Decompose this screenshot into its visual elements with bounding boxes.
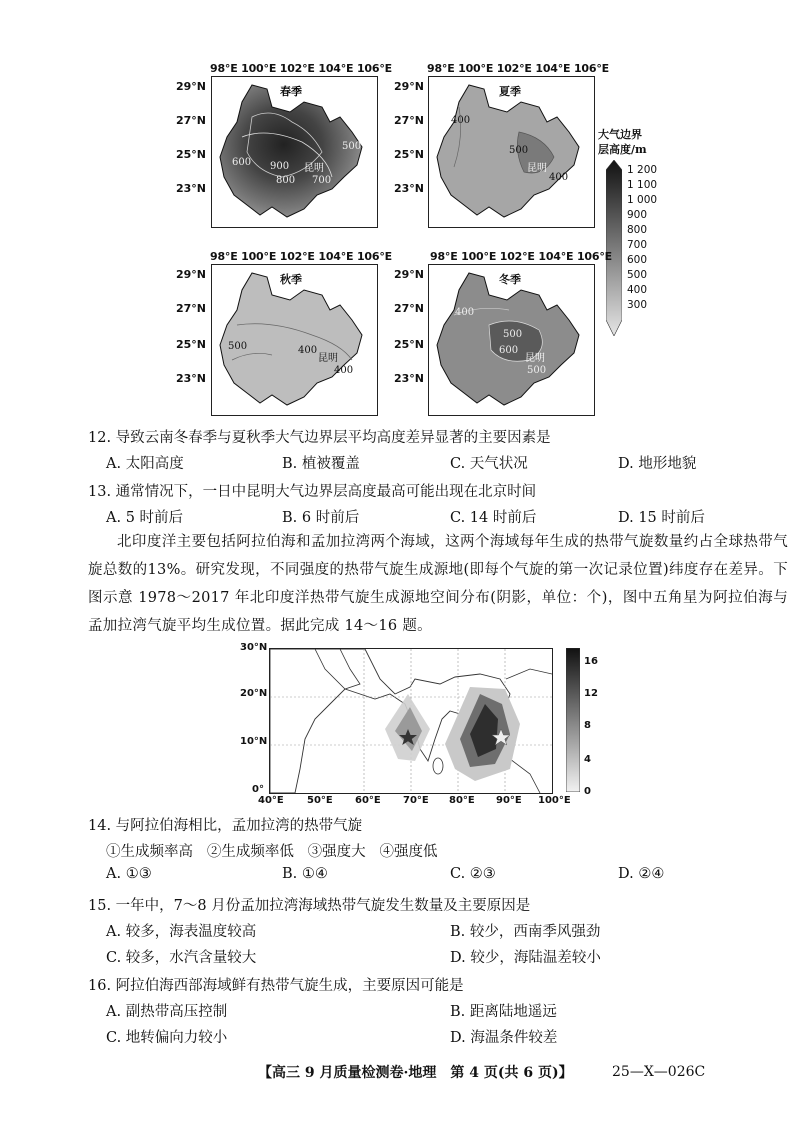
- q12-option-b: B. 植被覆盖: [282, 456, 360, 472]
- legend-value: 600: [627, 254, 648, 266]
- q14-items: ①生成频率高 ②生成频率低 ③强度大 ④强度低: [106, 844, 438, 860]
- yunnan-spring-map: [212, 77, 377, 227]
- map-lat-label: 25°N: [176, 148, 207, 161]
- q14-option-c: C. ②③: [450, 866, 496, 882]
- map-lon-labels: 98°E 100°E 102°E 104°E 106°E: [210, 250, 392, 263]
- chart-lon-label: 60°E: [355, 795, 381, 806]
- contour-label: 800: [276, 175, 296, 186]
- paper-code: 25—X—026C: [612, 1064, 706, 1080]
- q12-option-d: D. 地形地貌: [618, 456, 697, 472]
- city-label-kunming: 昆明: [527, 163, 547, 174]
- map-lat-label: 27°N: [176, 114, 207, 127]
- map-lat-label: 25°N: [394, 338, 425, 351]
- legend-title: 层高度/m: [598, 143, 647, 156]
- legend-value: 1 100: [627, 179, 658, 191]
- q14-option-a: A. ①③: [106, 866, 152, 882]
- chart-lon-label: 80°E: [449, 795, 475, 806]
- contour-label: 500: [527, 365, 547, 376]
- north-indian-ocean-map: [270, 649, 552, 793]
- colorbar-label: 8: [584, 720, 591, 731]
- legend-value: 700: [627, 239, 648, 251]
- chart-lon-label: 40°E: [258, 795, 284, 806]
- chart-lat-label: 10°N: [240, 736, 268, 747]
- city-label-kunming: 昆明: [318, 353, 338, 364]
- passage: 北印度洋主要包括阿拉伯海和孟加拉湾两个海域，这两个海域每年生成的热带气旋数量约占全球热带气旋总数的13%。研究发现，不同强度的热带气旋生成源地(即每个气旋的第一次记录位置)纬度存在差异。下图示意 1978～2017 年北印度洋热带气旋生成源地空间分布(阴影，单位：个)，图中五角星为阿拉伯海与孟加拉湾气旋平均生成位置。据此完成 14～16 题。: [88, 534, 788, 634]
- q15-option-a: A. 较多，海表温度较高: [106, 924, 257, 940]
- map-lat-label: 29°N: [394, 80, 425, 93]
- contour-label: 600: [499, 345, 519, 356]
- map-spring: [211, 76, 378, 228]
- contour-label: 500: [228, 341, 248, 352]
- q15-option-b: B. 较少，西南季风强劲: [450, 924, 601, 940]
- q15-option-d: D. 较少，海陆温差较小: [450, 950, 601, 966]
- contour-label: 400: [298, 345, 318, 356]
- contour-label: 900: [270, 161, 290, 172]
- colorbar-label: 4: [584, 754, 591, 765]
- chart-lon-label: 100°E: [538, 795, 571, 806]
- season-label: 夏季: [499, 85, 521, 98]
- yunnan-winter-map: [429, 265, 594, 415]
- season-label: 冬季: [499, 273, 521, 286]
- contour-label: 700: [312, 175, 332, 186]
- map-lat-label: 23°N: [394, 182, 425, 195]
- chart-lat-label: 20°N: [240, 688, 268, 699]
- map-lat-label: 25°N: [394, 148, 425, 161]
- q13-option-d: D. 15 时前后: [618, 510, 705, 526]
- map-lat-label: 27°N: [394, 114, 425, 127]
- map-autumn: [211, 264, 378, 416]
- contour-label: 400: [451, 115, 471, 126]
- map-lon-labels: 98°E 100°E 102°E 104°E 106°E: [430, 250, 612, 263]
- legend-value: 300: [627, 299, 648, 311]
- question-12: 12. 导致云南冬春季与夏秋季大气边界层平均高度差异显著的主要因素是: [88, 430, 551, 446]
- season-label: 秋季: [280, 273, 302, 286]
- q16-option-d: D. 海温条件较差: [450, 1030, 558, 1046]
- map-winter: [428, 264, 595, 416]
- map-lon-labels: 98°E 100°E 102°E 104°E 106°E: [427, 62, 609, 75]
- contour-label: 400: [549, 172, 569, 183]
- contour-label: 600: [232, 157, 252, 168]
- map-lat-label: 27°N: [394, 302, 425, 315]
- cyclone-map: [269, 648, 553, 794]
- q16-option-b: B. 距离陆地遥远: [450, 1004, 557, 1020]
- q14-option-d: D. ②④: [618, 866, 665, 882]
- legend-value: 900: [627, 209, 648, 221]
- q12-option-c: C. 天气状况: [450, 456, 528, 472]
- map-lat-label: 29°N: [176, 268, 207, 281]
- chart-lon-label: 50°E: [307, 795, 333, 806]
- colorbar-label: 0: [584, 786, 591, 797]
- question-15: 15. 一年中，7～8 月份孟加拉湾海域热带气旋发生数量及主要原因是: [88, 898, 531, 914]
- map-lat-label: 23°N: [176, 182, 207, 195]
- map-lon-labels: 98°E 100°E 102°E 104°E 106°E: [210, 62, 392, 75]
- city-label-kunming: 昆明: [304, 163, 324, 174]
- legend-value: 1 200: [627, 164, 658, 176]
- yunnan-autumn-map: [212, 265, 377, 415]
- contour-label: 400: [334, 365, 354, 376]
- chart-lon-label: 90°E: [496, 795, 522, 806]
- legend-value: 500: [627, 269, 648, 281]
- contour-label: 500: [342, 141, 362, 152]
- chart-lon-label: 70°E: [403, 795, 429, 806]
- colorbar-label: 12: [584, 688, 598, 699]
- question-13: 13. 通常情况下，一日中昆明大气边界层高度最高可能出现在北京时间: [88, 484, 537, 500]
- q14-option-b: B. ①④: [282, 866, 328, 882]
- chart-colorbar: [566, 648, 580, 792]
- page-footer: 【高三 9 月质量检测卷·地理 第 4 页(共 6 页)】: [258, 1065, 573, 1081]
- map-lat-label: 29°N: [176, 80, 207, 93]
- map-summer: [428, 76, 595, 228]
- q12-option-a: A. 太阳高度: [106, 456, 184, 472]
- legend-colorbar: [606, 160, 622, 336]
- colorbar-label: 16: [584, 656, 598, 667]
- contour-label: 500: [503, 329, 523, 340]
- season-label: 春季: [280, 85, 302, 98]
- legend-value: 1 000: [627, 194, 658, 206]
- map-lat-label: 23°N: [394, 372, 425, 385]
- legend-value: 800: [627, 224, 648, 236]
- q13-option-b: B. 6 时前后: [282, 510, 360, 526]
- question-14: 14. 与阿拉伯海相比，孟加拉湾的热带气旋: [88, 818, 363, 834]
- chart-lat-label: 30°N: [240, 642, 268, 653]
- q15-option-c: C. 较多，水汽含量较大: [106, 950, 257, 966]
- contour-label: 500: [509, 145, 529, 156]
- q16-option-a: A. 副热带高压控制: [106, 1004, 228, 1020]
- legend-value: 400: [627, 284, 648, 296]
- map-lat-label: 27°N: [176, 302, 207, 315]
- chart-lat-label: 0°: [252, 784, 264, 795]
- city-label-kunming: 昆明: [525, 353, 545, 364]
- map-lat-label: 29°N: [394, 268, 425, 281]
- contour-label: 400: [455, 307, 475, 318]
- map-lat-label: 25°N: [176, 338, 207, 351]
- q13-option-c: C. 14 时前后: [450, 510, 537, 526]
- map-lat-label: 23°N: [176, 372, 207, 385]
- q13-option-a: A. 5 时前后: [106, 510, 184, 526]
- legend-title: 大气边界: [598, 128, 642, 141]
- question-16: 16. 阿拉伯海西部海域鲜有热带气旋生成，主要原因可能是: [88, 978, 464, 994]
- q16-option-c: C. 地转偏向力较小: [106, 1030, 228, 1046]
